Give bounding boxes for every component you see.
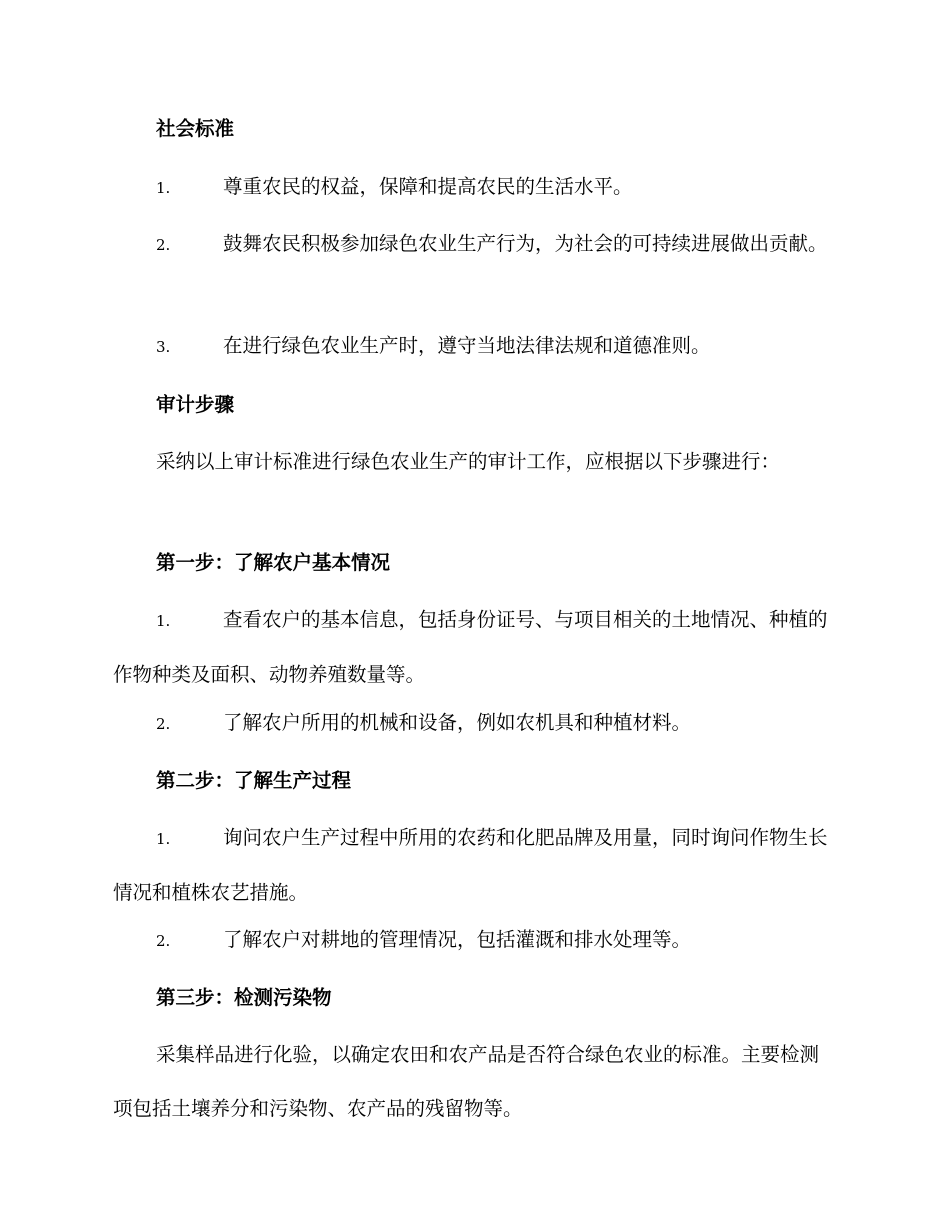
list-number: 2. — [156, 715, 171, 733]
list-item-text: 查看农户的基本信息，包括身份证号、与项目相关的土地情况、种植的作物种类及面积、动物养殖数量等。 — [113, 608, 828, 686]
list-item — [113, 696, 835, 751]
list-item — [113, 811, 835, 920]
list-item — [113, 913, 835, 968]
step3-title: 第三步：检测污染物 — [156, 986, 332, 1009]
list-item-text: 了解农户所用的机械和设备，例如农机具和种植材料。 — [223, 711, 692, 734]
step1-title: 第一步：了解农户基本情况 — [156, 551, 391, 574]
list-number: 2. — [156, 932, 171, 950]
list-item — [113, 319, 835, 374]
list-item-text: 了解农户对耕地的管理情况，包括灌溉和排水处理等。 — [223, 928, 692, 951]
list-item — [113, 160, 835, 215]
list-item — [113, 217, 835, 272]
list-item-text: 鼓舞农民积极参加绿色农业生产行为，为社会的可持续进展做出贡献。 — [223, 232, 828, 255]
list-number: 1. — [156, 612, 171, 630]
list-item-text: 尊重农民的权益，保障和提高农民的生活水平。 — [223, 175, 633, 198]
audit-intro-paragraph: 采纳以上审计标准进行绿色农业生产的审计工作，应根据以下步骤进行： — [156, 450, 781, 473]
list-item — [113, 593, 835, 702]
list-item-text: 在进行绿色农业生产时，遵守当地法律法规和道德准则。 — [223, 334, 711, 357]
list-number: 1. — [156, 830, 171, 848]
step3-body-paragraph: 采集样品进行化验，以确定农田和农产品是否符合绿色农业的标准。主要检测项包括土壤养分和污染物、农产品的残留物等。 — [113, 1043, 820, 1120]
list-number: 1. — [156, 179, 171, 197]
list-item-text: 询问农户生产过程中所用的农药和化肥品牌及用量，同时询问作物生长情况和植株农艺措施。 — [113, 826, 828, 904]
list-number: 3. — [156, 338, 171, 356]
section-title-social: 社会标准 — [156, 117, 235, 140]
step2-title: 第二步：了解生产过程 — [156, 769, 352, 792]
list-number: 2. — [156, 236, 171, 254]
section-title-audit: 审计步骤 — [156, 393, 235, 416]
